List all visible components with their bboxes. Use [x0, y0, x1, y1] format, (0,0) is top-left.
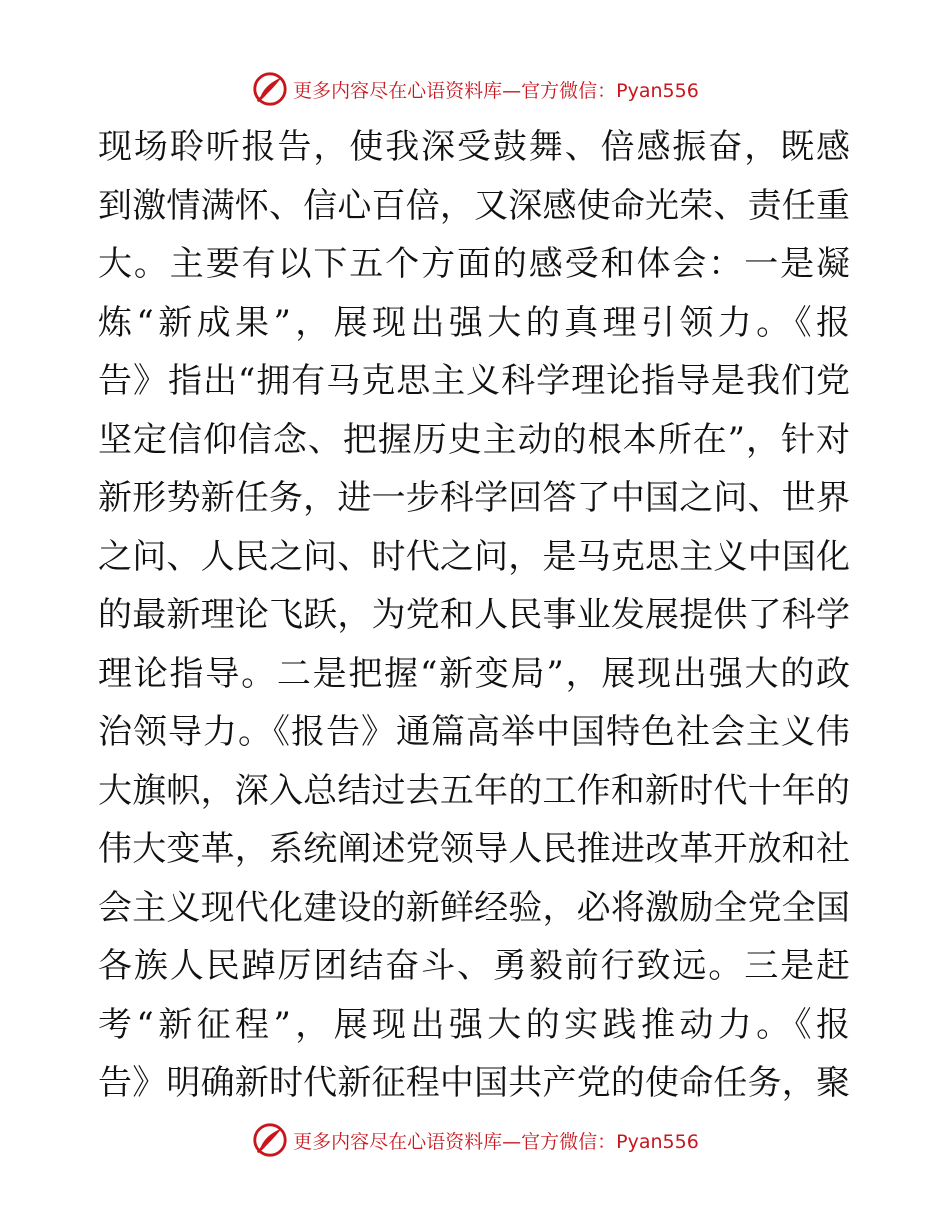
watermark-text: 更多内容尽在心语资料库—官方微信：Pyan556: [293, 1130, 699, 1153]
text-line: 告》指出“拥有马克思主义科学理论指导是我们党: [98, 361, 850, 401]
text-line: 到激情满怀、信心百倍，又深感使命光荣、责任重: [98, 186, 850, 226]
text-line: 告》明确新时代新征程中国共产党的使命任务，聚: [98, 1063, 850, 1103]
text-line: 考“新征程”，展现出强大的实践推动力。《报: [98, 1005, 850, 1045]
text-line: 大。主要有以下五个方面的感受和体会：一是凝: [98, 244, 850, 284]
pen-logo-icon: [251, 1121, 289, 1159]
watermark-text: 更多内容尽在心语资料库—官方微信：Pyan556: [293, 79, 699, 102]
text-line: 的最新理论飞跃，为党和人民事业发展提供了科学: [98, 595, 850, 635]
text-line: 各族人民踔厉团结奋斗、勇毅前行致远。三是赶: [98, 946, 850, 986]
text-line: 坚定信仰信念、把握历史主动的根本所在”，针对: [98, 420, 850, 460]
text-line: 理论指导。二是把握“新变局”，展现出强大的政: [98, 654, 850, 694]
text-line: 新形势新任务，进一步科学回答了中国之问、世界: [98, 478, 850, 518]
text-line: 之问、人民之问、时代之问，是马克思主义中国化: [98, 537, 850, 577]
text-line: 会主义现代化建设的新鲜经验，必将激励全党全国: [98, 888, 850, 928]
text-line: 大旗帜，深入总结过去五年的工作和新时代十年的: [98, 771, 850, 811]
text-line: 炼“新成果”，展现出强大的真理引领力。《报: [98, 303, 850, 343]
text-line: 伟大变革，系统阐述党领导人民推进改革开放和社: [98, 829, 850, 869]
footer-watermark: [0, 1121, 950, 1159]
text-line: 治领导力。《报告》通篇高举中国特色社会主义伟: [98, 712, 850, 752]
text-line: 现场聆听报告，使我深受鼓舞、倍感振奋，既感: [98, 127, 850, 167]
